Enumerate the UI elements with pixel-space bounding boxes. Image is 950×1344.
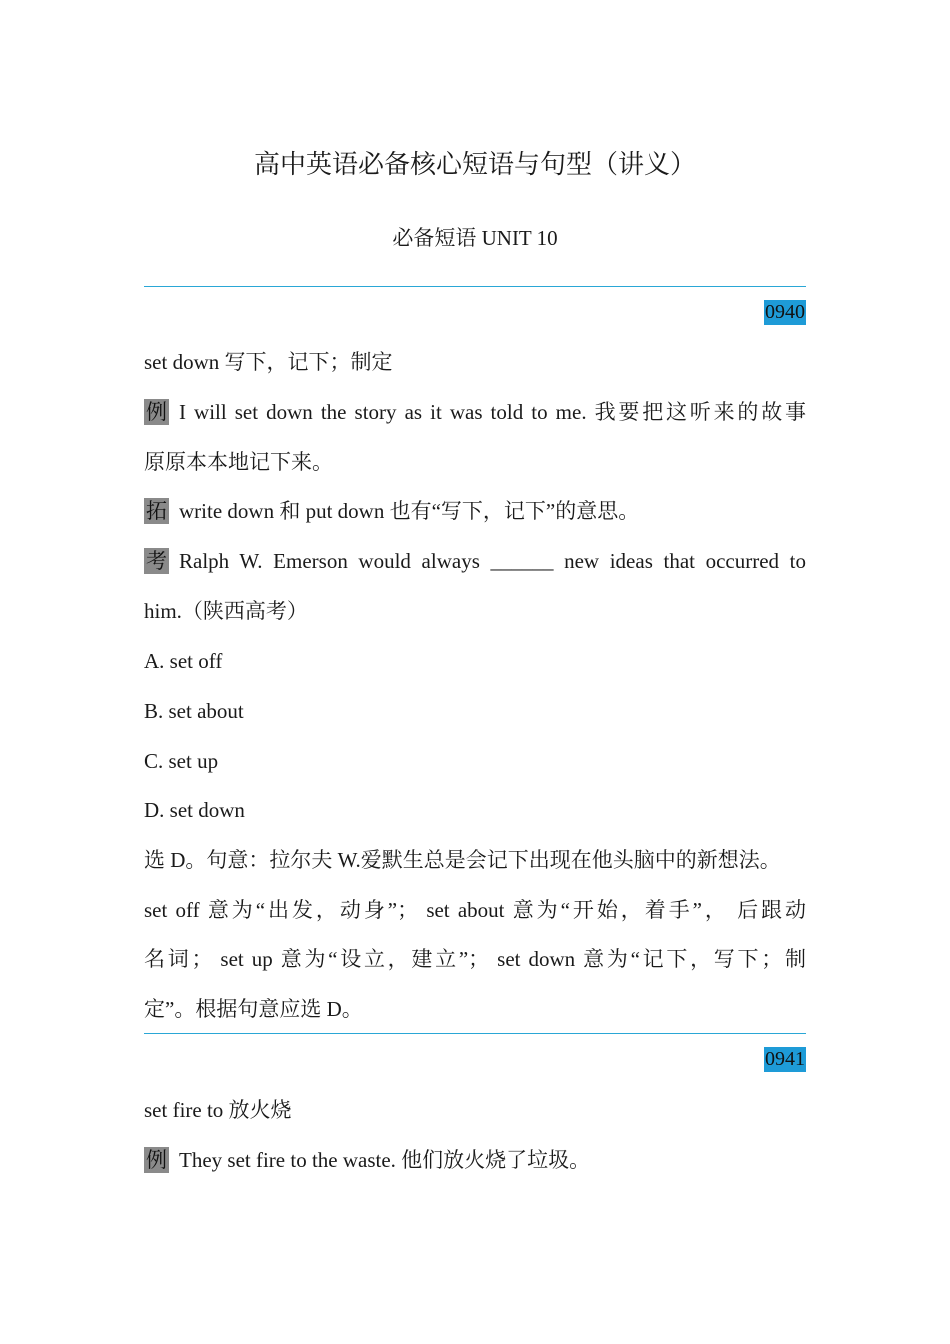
extension-text: write down 和 put down 也有“写下，记下”的意思。 [179,499,640,523]
exam-tag: 考 [146,549,167,573]
example-text: They set fire to the waste. 他们放火烧了垃圾。 [179,1148,591,1172]
exam-question-text: Ralph W. Emerson would always ______ new ideas that occurred to [179,549,806,573]
entry-number: 0940 [765,301,805,323]
entry-number: 0941 [765,1048,805,1070]
example-line [144,397,806,427]
section-divider [144,286,806,287]
exam-question-line [144,546,806,576]
answer-line: 定”。根据句意应选 D。 [144,997,363,1021]
option-b: B. set about [144,699,244,723]
unit-subtitle: 必备短语 UNIT 10 [392,226,558,250]
extension-line [144,496,639,526]
phrase-heading: set fire to 放火烧 [144,1098,292,1122]
option-c: C. set up [144,749,219,773]
example-text-continued: 原原本本地记下来。 [144,450,333,474]
example-tag: 例 [146,400,167,424]
answer-line: 选 D。句意：拉尔夫 W.爱默生总是会记下出现在他头脑中的新想法。 [144,848,781,872]
example-tag: 例 [146,1148,167,1172]
answer-line: 名词； set up 意为“设立，建立”； set down 意为“记下，写下；制 [144,947,806,971]
exam-question-continued: him.（陕西高考） [144,599,308,623]
option-d: D. set down [144,798,245,822]
section-divider [144,1033,806,1034]
example-line [144,1145,590,1175]
phrase-heading: set down 写下，记下；制定 [144,350,393,374]
extension-tag: 拓 [146,499,167,523]
page-title: 高中英语必备核心短语与句型（讲义） [253,150,696,179]
answer-line: set off 意为“出发，动身”； set about 意为“开始，着手”， 后跟动 [144,898,806,922]
example-text: I will set down the story as it was told to me. 我要把这听来的故事 [179,400,806,424]
option-a: A. set off [144,649,223,673]
